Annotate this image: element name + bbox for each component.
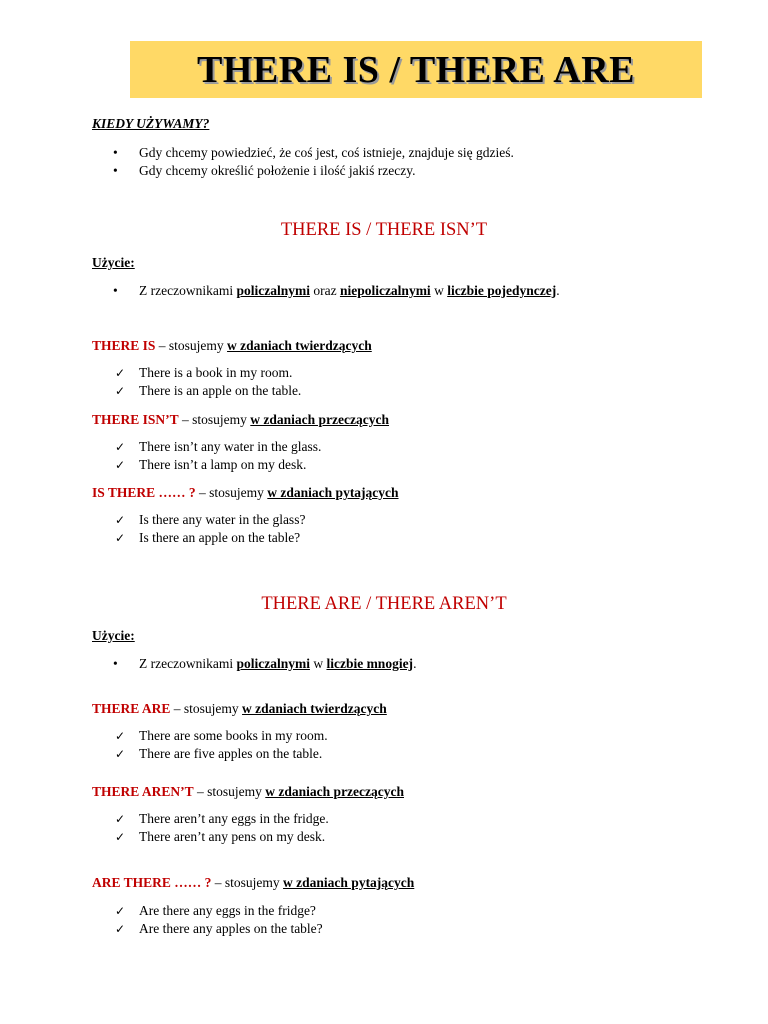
- example-item: ✓ There isn’t a lamp on my desk.: [115, 457, 307, 472]
- bullet-icon: [113, 282, 139, 300]
- list-item: •Gdy chcemy określić położenie i ilość jakiś rzeczy.: [113, 162, 416, 180]
- check-mark-icon: ✓: [115, 922, 126, 936]
- check-mark-icon: ✓: [115, 384, 126, 398]
- check-mark-icon: ✓: [115, 729, 126, 743]
- check-mark-icon: ✓: [115, 440, 126, 454]
- check-mark-icon: ✓: [115, 513, 126, 527]
- list-item: •Gdy chcemy powiedzieć, że coś jest, coś istnieje, znajduje się gdzieś.: [113, 144, 514, 162]
- section-heading-there-is: THERE IS / THERE ISN’T: [280, 220, 488, 240]
- rule-are-there: ARE THERE …… ? – stosujemy w zdaniach pytających: [92, 875, 415, 890]
- example-item: ✓ There aren’t any eggs in the fridge.: [115, 811, 329, 826]
- usage-label: Użycie:: [92, 628, 135, 643]
- check-mark-icon: ✓: [115, 366, 126, 380]
- example-item: ✓ There is a book in my room.: [115, 365, 293, 380]
- check-mark-icon: ✓: [115, 747, 126, 761]
- rule-there-is: THERE IS – stosujemy w zdaniach twierdzących: [92, 338, 372, 353]
- check-mark-icon: ✓: [115, 830, 126, 844]
- usage-line: •Z rzeczownikami policzalnymi w liczbie mnogiej.: [113, 655, 416, 673]
- example-item: ✓ Are there any eggs in the fridge?: [115, 903, 316, 918]
- example-item: ✓ There aren’t any pens on my desk.: [115, 829, 326, 844]
- usage-label: Użycie:: [92, 255, 135, 270]
- rule-there-arent: THERE AREN’T – stosujemy w zdaniach przeczących: [92, 784, 405, 799]
- check-mark-icon: ✓: [115, 458, 126, 472]
- example-item: ✓ There is an apple on the table.: [115, 383, 302, 398]
- section-heading-there-are: THERE ARE / THERE AREN’T: [261, 594, 507, 614]
- check-mark-icon: ✓: [115, 812, 126, 826]
- page-title: THERE IS / THERE ARE: [196, 48, 635, 91]
- example-item: ✓ Is there any water in the glass?: [115, 512, 306, 527]
- bullet-icon: [113, 162, 139, 180]
- usage-line: •Z rzeczownikami policzalnymi oraz niepoliczalnymi w liczbie pojedynczej.: [113, 282, 560, 300]
- rule-there-isnt: THERE ISN’T – stosujemy w zdaniach przeczących: [92, 412, 390, 427]
- bullet-icon: [113, 655, 139, 673]
- example-item: ✓ There isn’t any water in the glass.: [115, 439, 322, 454]
- title-banner: [130, 41, 702, 98]
- example-item: ✓ Is there an apple on the table?: [115, 530, 301, 545]
- when-heading: KIEDY UŻYWAMY?: [92, 116, 210, 131]
- rule-is-there: IS THERE …… ? – stosujemy w zdaniach pytających: [92, 485, 399, 500]
- rule-there-are: THERE ARE – stosujemy w zdaniach twierdzących: [92, 701, 387, 716]
- example-item: ✓ There are five apples on the table.: [115, 746, 323, 761]
- example-item: ✓ Are there any apples on the table?: [115, 921, 323, 936]
- bullet-icon: [113, 144, 139, 162]
- example-item: ✓ There are some books in my room.: [115, 728, 328, 743]
- check-mark-icon: ✓: [115, 904, 126, 918]
- check-mark-icon: ✓: [115, 531, 126, 545]
